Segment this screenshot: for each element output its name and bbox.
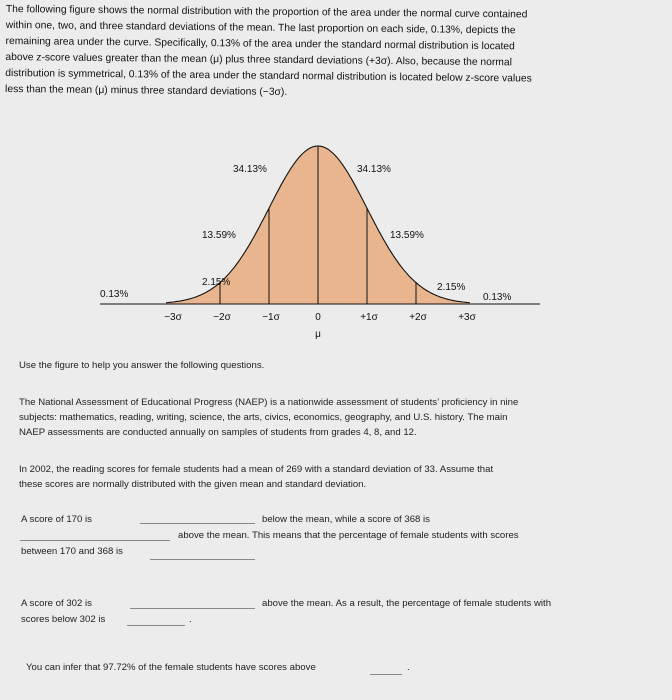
q2-blank-1[interactable] xyxy=(130,597,255,609)
intro-line: less than the mean (μ) minus three standard deviations (−3σ). xyxy=(5,83,288,98)
scores-line: these scores are normally distributed with the given mean and standard deviation. xyxy=(19,479,367,490)
region-label: 13.59% xyxy=(390,230,424,241)
normal-curve-svg xyxy=(100,140,540,345)
intro-line: distribution is symmetrical, 0.13% of the area under the standard normal distribution is located below z-score values xyxy=(5,67,532,85)
region-label: 34.13% xyxy=(357,164,391,175)
q1-blank-1[interactable] xyxy=(140,512,255,524)
naep-line: The National Assessment of Educational Progress (NAEP) is a nationwide assessment of students’ proficiency in nine xyxy=(19,397,519,408)
scores-paragraph xyxy=(19,462,493,492)
region-label: 2.15% xyxy=(437,282,466,293)
region-label: 0.13% xyxy=(483,292,512,303)
use-figure-text: Use the figure to help you answer the following questions. xyxy=(19,360,265,371)
intro-line: The following figure shows the normal distribution with the proportion of the area under the normal curve contained xyxy=(5,3,528,21)
q3-text-b: . xyxy=(407,662,410,673)
naep-paragraph xyxy=(19,395,518,440)
intro-line: remaining area under the curve. Specifically, 0.13% of the area under the standard normal distribution is located xyxy=(5,35,515,53)
scores-line: In 2002, the reading scores for female students had a mean of 269 with a standard deviation of 33. Assume that xyxy=(19,464,494,475)
q1-text-c: above the mean. This means that the percentage of female students with scores xyxy=(178,530,519,541)
q3-text-a: You can infer that 97.72% of the female students have scores above xyxy=(26,662,316,673)
q1-text-d: between 170 and 368 is xyxy=(21,546,123,557)
q1-text-b: below the mean, while a score of 368 is xyxy=(262,514,430,525)
region-label: 13.59% xyxy=(202,230,236,241)
tick-label: −2σ xyxy=(213,312,231,323)
region-label: 34.13% xyxy=(233,164,267,175)
q3-blank-1[interactable] xyxy=(370,663,402,675)
intro-line: within one, two, and three standard deviations of the mean. The last proportion on each side, 0.13%, depicts the xyxy=(5,19,516,37)
region-label: 2.15% xyxy=(202,277,231,288)
tick-label: +2σ xyxy=(409,312,427,323)
mean-symbol-label: μ xyxy=(315,329,321,340)
tick-label: −3σ xyxy=(164,312,182,323)
q1-text-a: A score of 170 is xyxy=(21,514,92,525)
q1-blank-2[interactable] xyxy=(20,529,170,541)
q1-blank-3[interactable] xyxy=(150,548,255,560)
tick-label: −1σ xyxy=(262,312,280,323)
naep-line: NAEP assessments are conducted annually on samples of students from grades 4, 8, and 12. xyxy=(19,427,417,438)
tick-labels xyxy=(164,312,476,340)
intro-line: above z-score values greater than the mean (μ) plus three standard deviations (+3σ). Also, because the normal xyxy=(5,51,512,69)
intro-paragraph xyxy=(5,2,636,105)
q2-blank-2[interactable] xyxy=(127,614,185,626)
normal-distribution-chart xyxy=(100,140,540,345)
naep-line: subjects: mathematics, reading, writing, science, the arts, civics, economics, geography, and U.S. history. The main xyxy=(19,412,508,423)
instruction xyxy=(19,358,264,373)
q2-text-a: A score of 302 is xyxy=(21,598,92,609)
q2-text-c: scores below 302 is xyxy=(21,614,106,625)
tick-label: +1σ xyxy=(360,312,378,323)
q2-text-d: . xyxy=(189,614,192,625)
q2-text-b: above the mean. As a result, the percentage of female students with xyxy=(262,598,552,609)
region-label: 0.13% xyxy=(100,289,129,300)
tick-label: +3σ xyxy=(458,312,476,323)
tick-label: 0 xyxy=(315,312,321,323)
